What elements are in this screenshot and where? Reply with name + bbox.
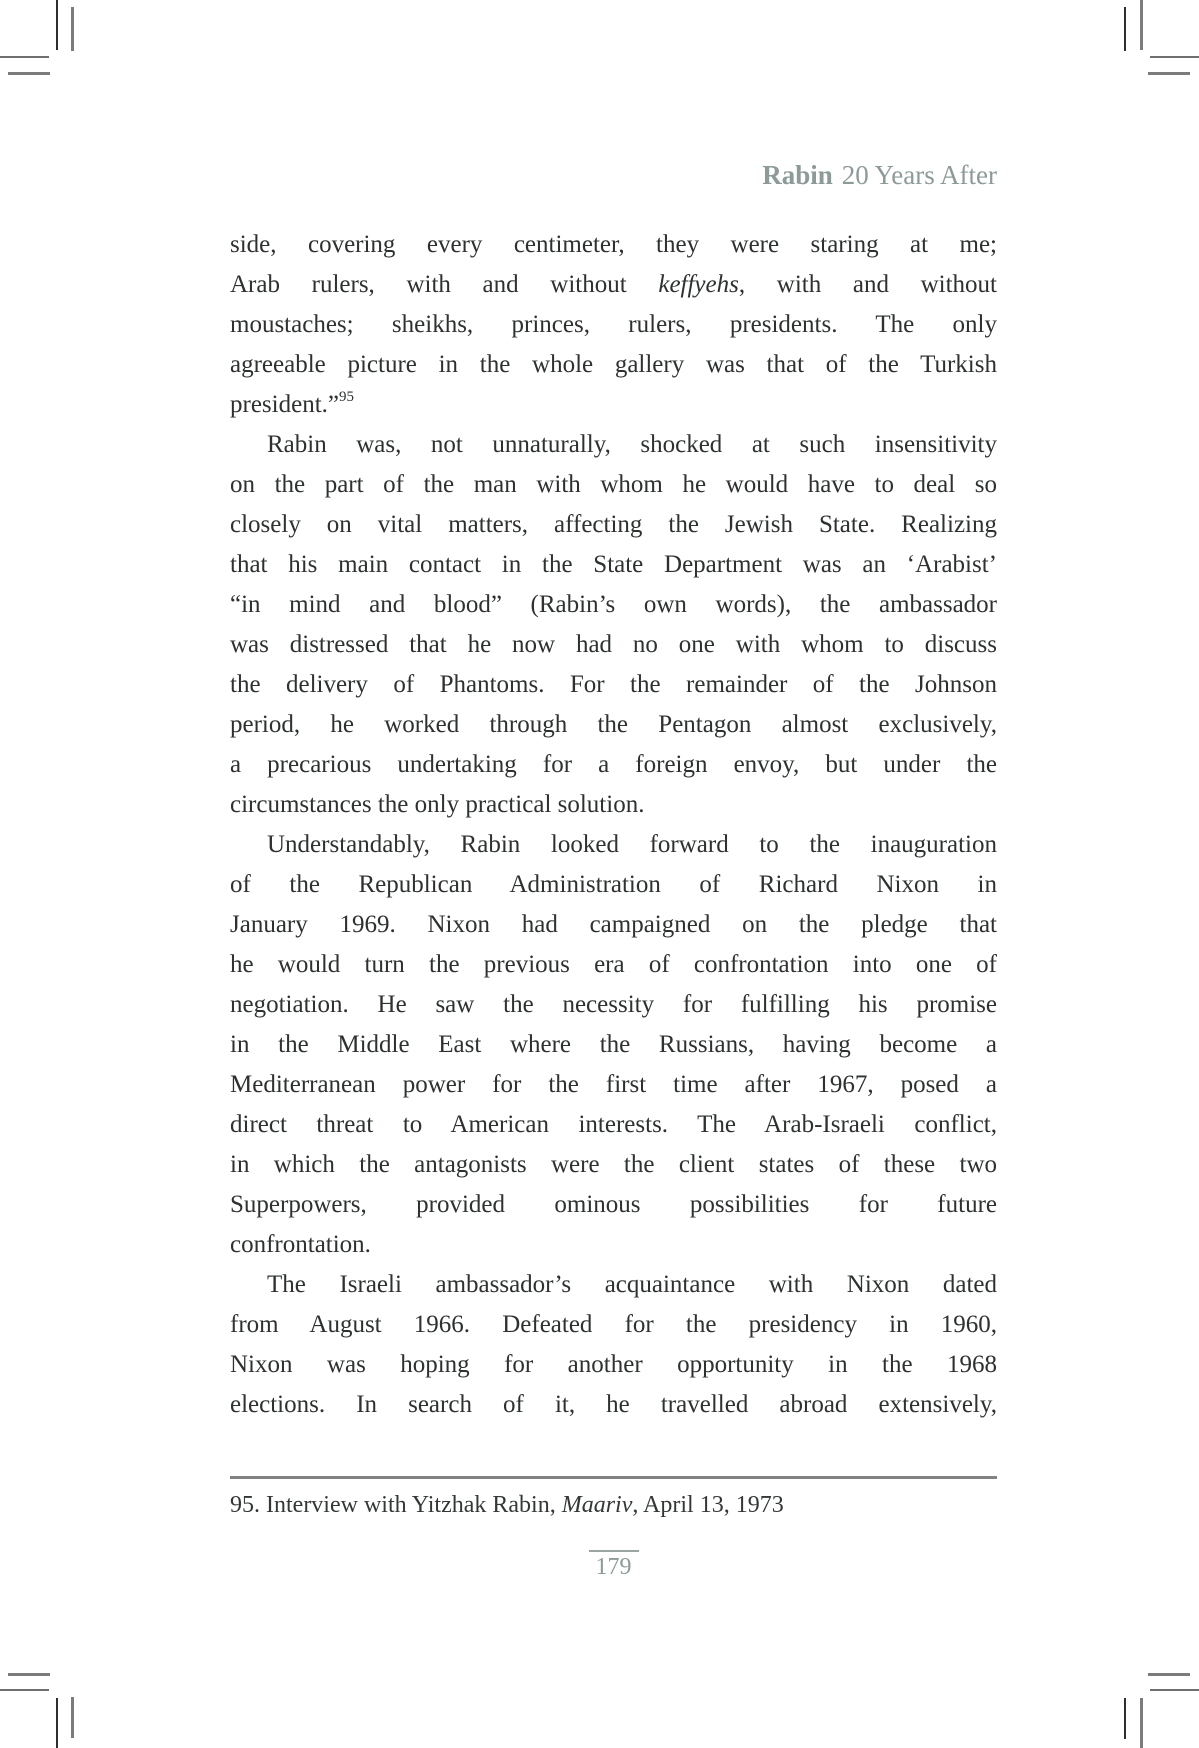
footnote-divider [230, 1476, 997, 1479]
text-line [230, 1265, 997, 1305]
paragraph [230, 1265, 997, 1425]
text-segment: 95. Interview with Yitzhak Rabin, [230, 1492, 562, 1518]
text-line [230, 305, 997, 345]
text-line [230, 385, 997, 425]
text-line [230, 665, 997, 705]
text-line [230, 585, 997, 625]
footnote-reference: 95 [338, 389, 354, 405]
text-segment: from August 1966. Defeated for the presidency in 1960, [230, 1311, 997, 1338]
text-segment: Nixon was hoping for another opportunity in the 1968 [230, 1351, 997, 1378]
text-segment: The Israeli ambassador’s acquaintance with Nixon dated [267, 1271, 997, 1298]
text-line [230, 545, 997, 585]
crop-mark-line [1148, 1673, 1190, 1676]
text-line [230, 865, 997, 905]
crop-mark-line [1124, 7, 1126, 51]
text-segment: direct threat to American interests. The Arab-Israeli conflict, [230, 1111, 997, 1138]
text-line [230, 905, 997, 945]
text-segment: in which the antagonists were the client states of these two [230, 1151, 997, 1178]
text-line [230, 1025, 997, 1065]
text-line [230, 225, 997, 265]
text-segment: Mediterranean power for the first time after 1967, posed a [230, 1071, 997, 1098]
text-segment: elections. In search of it, he travelled abroad extensively, [230, 1391, 997, 1418]
italic-text: Maariv [561, 1492, 633, 1518]
crop-mark-line [56, 1698, 58, 1748]
text-line [230, 1225, 997, 1265]
text-line [230, 825, 997, 865]
crop-mark-line [1150, 56, 1199, 58]
text-segment: Arab rulers, with and without [230, 271, 659, 298]
text-segment: Understandably, Rabin looked forward to the inauguration [267, 831, 997, 858]
text-segment: moustaches; sheikhs, princes, rulers, presidents. The only [230, 311, 997, 338]
text-line [230, 1065, 997, 1105]
crop-mark-line [71, 7, 74, 51]
crop-mark-line [1140, 1698, 1143, 1748]
text-segment: “in mind and blood” (Rabin’s own words), the ambassador [230, 591, 997, 618]
text-line [230, 1185, 997, 1225]
text-line [230, 505, 997, 545]
text-segment: was distressed that he now had no one with whom to discuss [230, 631, 997, 658]
page-body-text [230, 225, 997, 1425]
text-line [230, 785, 997, 825]
text-segment: the delivery of Phantoms. For the remainder of the Johnson [230, 671, 997, 698]
text-line [230, 945, 997, 985]
text-segment: , with and without [738, 271, 997, 298]
crop-mark-line [0, 56, 49, 58]
crop-mark-line [1148, 72, 1190, 75]
text-segment: Rabin was, not unnaturally, shocked at such insensitivity [267, 431, 997, 458]
text-segment: January 1969. Nixon had campaigned on the pledge that [230, 911, 997, 938]
paragraph [230, 225, 997, 425]
running-header-book-title: Rabin [762, 160, 833, 190]
text-segment: Superpowers, provided ominous possibilities for future [230, 1191, 997, 1218]
text-segment: agreeable picture in the whole gallery was that of the Turkish [230, 351, 997, 378]
text-line [230, 625, 997, 665]
text-line [230, 425, 997, 465]
text-line [230, 1105, 997, 1145]
text-line [230, 1305, 997, 1345]
crop-mark-line [71, 1697, 74, 1738]
paragraph [230, 425, 997, 825]
text-segment: that his main contact in the State Department was an ‘Arabist’ [230, 551, 997, 578]
text-segment: , April 13, 1973 [632, 1492, 784, 1518]
footnote [230, 1489, 997, 1521]
text-line [230, 745, 997, 785]
text-segment: closely on vital matters, affecting the Jewish State. Realizing [230, 511, 997, 538]
text-segment: period, he worked through the Pentagon almost exclusively, [230, 711, 997, 738]
crop-mark-line [8, 1673, 50, 1676]
crop-mark-line [0, 1689, 49, 1691]
text-segment: of the Republican Administration of Richard Nixon in [230, 871, 997, 898]
text-segment: negotiation. He saw the necessity for fulfilling his promise [230, 991, 997, 1018]
text-segment: a precarious undertaking for a foreign envoy, but under the [230, 751, 997, 778]
crop-mark-line [56, 0, 58, 50]
text-segment: side, covering every centimeter, they were staring at me; [230, 231, 997, 258]
text-line [230, 1345, 997, 1385]
text-line [230, 265, 997, 305]
running-header-subtitle: 20 Years After [841, 160, 997, 190]
text-line [230, 465, 997, 505]
text-segment: he would turn the previous era of confrontation into one of [230, 951, 997, 978]
crop-mark-line [1140, 0, 1143, 50]
crop-mark-line [8, 72, 50, 75]
italic-text: keffyehs [658, 271, 739, 298]
text-line [230, 985, 997, 1025]
text-segment: circumstances the only practical solution. [230, 791, 645, 818]
crop-mark-line [1124, 1698, 1126, 1739]
page-number-value: 179 [589, 1550, 639, 1581]
text-segment: on the part of the man with whom he would have to deal so [230, 471, 997, 498]
text-segment: in the Middle East where the Russians, having become a [230, 1031, 997, 1058]
text-line [230, 705, 997, 745]
text-line [230, 345, 997, 385]
text-segment: president.” [230, 391, 339, 418]
crop-mark-line [1150, 1689, 1199, 1691]
text-line [230, 1385, 997, 1425]
page-number [230, 1550, 997, 1581]
text-segment: confrontation. [230, 1231, 371, 1258]
running-header [762, 160, 997, 190]
text-line [230, 1145, 997, 1185]
paragraph [230, 825, 997, 1265]
